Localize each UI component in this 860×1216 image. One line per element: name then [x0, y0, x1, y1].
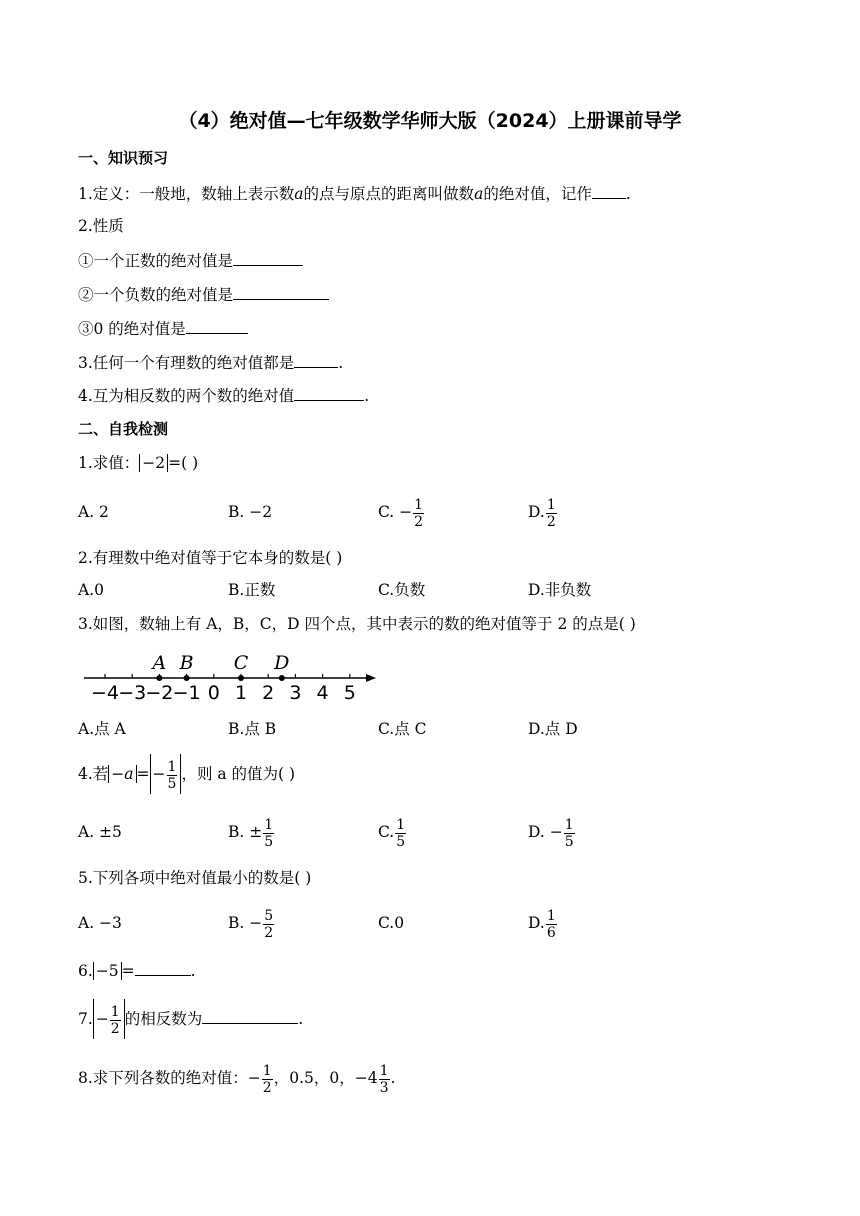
section-heading-selftest: 二、自我检测 [78, 420, 169, 438]
number-line-tick-label: 0 [207, 682, 220, 704]
option-a[interactable]: A. 2 [78, 503, 109, 521]
number-line-point-label: D [274, 652, 290, 674]
answer-blank[interactable] [135, 960, 191, 976]
fraction: $\frac{1}{2}$ [262, 1062, 272, 1096]
fraction: $\frac{1}{3}$ [379, 1062, 389, 1096]
fraction: $\frac{5}{2}$ [264, 907, 274, 941]
number-line-tick-label: −3 [118, 682, 147, 704]
option-b[interactable]: B.正数 [228, 581, 276, 599]
preview-item-1: 1.定义：一般地，数轴上表示数a的点与原点的距离叫做数a的绝对值，记作 . [78, 185, 631, 203]
answer-blank[interactable] [294, 385, 364, 401]
option-c[interactable]: C.点 C [378, 720, 427, 738]
answer-blank[interactable] [233, 250, 303, 266]
number-line-point [156, 675, 162, 681]
number-line-tick-label: −4 [90, 682, 120, 704]
option-a[interactable]: A. ±5 [78, 823, 122, 841]
fraction: $\frac{1}{5}$ [564, 816, 574, 850]
number-line-tick-label: −2 [145, 682, 174, 704]
number-line-point [238, 675, 244, 681]
absolute-value: −5 [93, 962, 122, 980]
option-d[interactable]: D. $\frac{1}{2}$ [528, 496, 556, 530]
preview-item-2: 2.性质 [78, 217, 124, 235]
option-b[interactable]: B.点 B [228, 720, 277, 738]
fraction: $\frac{1}{6}$ [546, 907, 556, 941]
answer-blank[interactable] [233, 284, 329, 300]
option-d[interactable]: D. − $\frac{1}{5}$ [528, 816, 574, 850]
option-d[interactable]: D.点 D [528, 720, 578, 738]
answer-blank[interactable] [202, 1008, 298, 1024]
option-c[interactable]: C. $\frac{1}{5}$ [378, 816, 406, 850]
fraction: $\frac{1}{5}$ [167, 758, 177, 792]
option-a[interactable]: A. −3 [78, 914, 122, 932]
fraction: $\frac{1}{2}$ [414, 496, 424, 530]
question-5-stem: 5.下列各项中绝对值最小的数是( ) [78, 869, 312, 887]
option-c[interactable]: C. − $\frac{1}{2}$ [378, 496, 424, 530]
option-d[interactable]: D. $\frac{1}{6}$ [528, 907, 556, 941]
arrow-icon [366, 674, 376, 682]
option-a[interactable]: A.0 [78, 581, 104, 599]
question-2-stem: 2.有理数中绝对值等于它本身的数是( ) [78, 549, 343, 567]
option-c[interactable]: C.0 [378, 914, 405, 932]
option-b[interactable]: B. −2 [228, 503, 273, 521]
absolute-value: − $\frac{1}{5}$ [150, 754, 182, 794]
option-c[interactable]: C.负数 [378, 581, 426, 599]
number-line-tick-label: 1 [234, 682, 248, 704]
question-1-stem: 1.求值： −2 =( ) [78, 454, 199, 472]
option-d[interactable]: D.非负数 [528, 581, 592, 599]
preview-item-4: 4.互为相反数的两个数的绝对值 . [78, 387, 370, 405]
number-line-point-label: A [152, 652, 167, 674]
question-6-stem: 6. −5 = . [78, 962, 196, 980]
number-line-tick-label: 3 [289, 682, 302, 704]
number-line-point [184, 675, 190, 681]
preview-item-2-1: ①一个正数的绝对值是 [78, 250, 303, 271]
number-line-point-label: C [233, 652, 249, 674]
option-b[interactable]: B. − $\frac{5}{2}$ [228, 907, 274, 941]
answer-blank[interactable] [294, 352, 338, 368]
section-heading-preview: 一、知识预习 [78, 149, 169, 167]
absolute-value: −2 [139, 454, 168, 472]
fraction: $\frac{1}{5}$ [396, 816, 406, 850]
page-title: （4）绝对值—七年级数学华师大版（2024）上册课前导学 [178, 110, 682, 132]
preview-item-2-3: ③0 的绝对值是 [78, 318, 248, 339]
number-line-tick-label: 2 [262, 682, 275, 704]
preview-item-2-2: ②一个负数的绝对值是 [78, 284, 329, 305]
preview-item-3: 3.任何一个有理数的绝对值都是 . [78, 354, 344, 372]
option-b[interactable]: B. ± $\frac{1}{5}$ [228, 816, 274, 850]
number-line-tick-label: 5 [343, 682, 356, 704]
fraction: $\frac{1}{2}$ [110, 1003, 120, 1037]
question-4-stem: 4.若 −a = − $\frac{1}{5}$ ，则 a 的值为( ) [78, 754, 295, 794]
number-line-tick-label: 4 [316, 682, 329, 704]
answer-blank[interactable] [592, 183, 626, 199]
number-line-point [279, 675, 285, 681]
option-a[interactable]: A.点 A [78, 720, 126, 738]
absolute-value: −a [108, 765, 136, 783]
fraction: $\frac{1}{2}$ [546, 496, 556, 530]
question-8-stem: 8.求下列各数的绝对值：− $\frac{1}{2}$ ，0.5，0，−4 $\frac{1}{3}$ . [78, 1062, 396, 1096]
fraction: $\frac{1}{5}$ [264, 816, 274, 850]
question-3-stem: 3.如图，数轴上有 A，B，C，D 四个点，其中表示的数的绝对值等于 2 的点是( ) [78, 615, 636, 633]
number-line-point-label: B [179, 652, 194, 674]
number-line-figure [78, 648, 388, 710]
absolute-value: − $\frac{1}{2}$ [93, 999, 125, 1039]
answer-blank[interactable] [186, 318, 248, 334]
question-7-stem: 7. − $\frac{1}{2}$ 的相反数为 . [78, 999, 303, 1039]
number-line-tick-label: −1 [172, 682, 201, 704]
